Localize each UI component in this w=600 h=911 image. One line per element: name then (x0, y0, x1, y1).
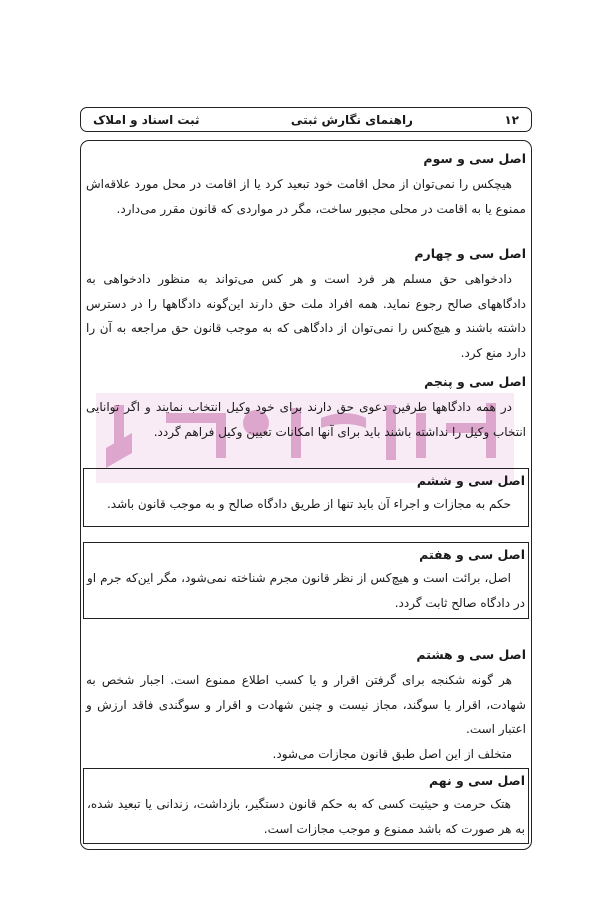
running-header (80, 107, 532, 132)
article-38 (83, 646, 529, 766)
article-39 (83, 768, 529, 844)
header-book-title: ثبت اسناد و املاک (93, 112, 200, 127)
article-heading: اصل سی و هفتم (419, 547, 525, 562)
article-35 (83, 373, 529, 444)
article-heading: اصل سی و ششم (416, 473, 525, 488)
article-text: دادخواهی حق مسلم هر فرد است و هر کس می‌تواند به منظور دادخواهی به دادگاههای صالح رجوع نماید. همه افراد ملت حق دارند این‌گونه دادگاهها را در دسترس داشته باشند و هیچ‌کس را نمی‌توان از دادگاهی که به موجب قانون حق مراجعه به آن را دارد منع کرد. (86, 272, 526, 360)
article-text: هیچکس را نمی‌توان از محل اقامت خود تبعید کرد یا از اقامت در محل مورد علاقه‌اش ممنوع یا به اقامت در محلی مجبور ساخت، مگر در مواردی که قانون مقرر می‌دارد. (86, 177, 526, 216)
page-number: ۱۲ (504, 112, 519, 127)
article-heading: اصل سی و پنجم (424, 374, 526, 389)
header-center-title: راهنمای نگارش ثبتی (290, 112, 413, 127)
article-34 (83, 245, 529, 365)
article-text: حکم به مجازات و اجراء آن باید تنها از طریق دادگاه صالح و به موجب قانون باشد. (106, 497, 511, 511)
article-36 (83, 468, 529, 527)
article-text: اصل، برائت است و هیچ‌کس از نظر قانون مجرم شناخته نمی‌شود، مگر این‌که جرم او در دادگاه صالح ثابت گردد. (87, 571, 525, 610)
article-text: هر گونه شکنجه برای گرفتن اقرار و یا کسب اطلاع ممنوع است. اجبار شخص به شهادت، اقرار یا سوگند، مجاز نیست و چنین شهادت و اقرار و سوگندی فاقد ارزش و اعتبار است. (86, 673, 526, 736)
article-text: در همه دادگاهها طرفین دعوی حق دارند برای خود وکیل انتخاب نمایند و اگر توانایی انتخاب وکیل را نداشته باشند باید برای آنها امکانات تعیین وکیل فراهم گردد. (86, 400, 526, 439)
article-37 (83, 542, 529, 619)
article-heading: اصل سی و نهم (428, 773, 525, 788)
article-text: متخلف از این اصل طبق قانون مجازات می‌شود. (272, 746, 512, 761)
article-text: هتک حرمت و حیثیت کسی که به حکم قانون دستگیر، بازداشت، زندانی یا تبعید شده، به هر صورت که باشد ممنوع و موجب مجازات است. (87, 797, 525, 836)
article-heading: اصل سی و چهارم (414, 246, 526, 261)
article-33 (83, 150, 529, 221)
article-heading: اصل سی و سوم (423, 151, 526, 166)
article-heading: اصل سی و هشتم (416, 647, 526, 662)
